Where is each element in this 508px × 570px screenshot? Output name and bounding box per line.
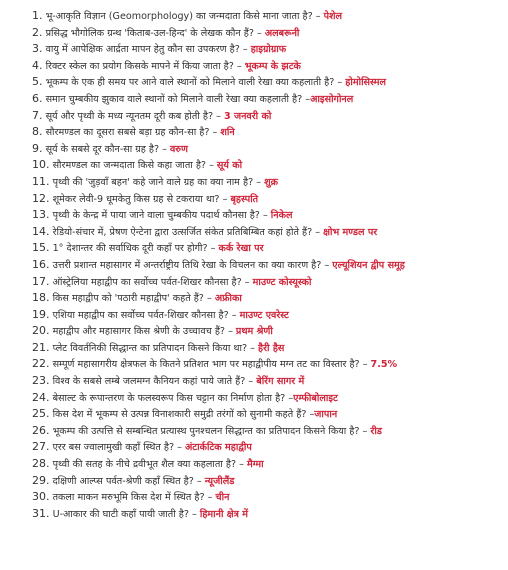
- question-number: 2.: [32, 25, 43, 39]
- question-text: वायु में आपेक्षिक आर्द्रता मापन हेतु कौन सा उपकरण है?: [45, 44, 240, 56]
- question-text: बेसाल्ट के रूपान्तरण के फलस्वरूप किस चट्टान का निर्माण होता है?: [52, 392, 286, 404]
- question-text: प्रसिद्ध भौगोलिक ग्रन्थ 'किताब-उल-हिन्द' के लेखक कौन हैं?: [45, 27, 254, 39]
- answer-text: आइसोगोनल: [310, 93, 354, 105]
- question-text: रेडियो-संचार में, प्रेषण ऐन्टेना द्वारा उत्सर्जित संकेत प्रतिबिम्बित कहां होते हैं?: [52, 226, 313, 238]
- question-number: 11.: [32, 174, 50, 188]
- question-item: [32, 240, 498, 257]
- answer-separator: –: [359, 359, 371, 371]
- answer-separator: –: [213, 110, 224, 122]
- question-item: [32, 191, 498, 208]
- question-text: महाद्वीप और महासागर किस श्रेणी के उच्चावच हैं?: [52, 326, 226, 338]
- question-number: 19.: [32, 307, 50, 321]
- question-number: 4.: [32, 58, 43, 72]
- question-item: [32, 323, 498, 340]
- question-item: [32, 356, 498, 373]
- answer-separator: –: [225, 326, 236, 338]
- answer-text: माउण्ट एवरेस्ट: [239, 309, 289, 321]
- question-text: पृथ्वी की सतह के नीचे द्रवीभूत शैल क्या कहलाता है?: [52, 459, 237, 471]
- answer-separator: –: [206, 160, 217, 172]
- answer-separator: –: [259, 210, 271, 222]
- question-item: [32, 207, 498, 224]
- answer-text: 7.5%: [370, 359, 398, 371]
- question-item: [32, 274, 498, 291]
- answer-text: न्यूजीलैंड: [204, 475, 235, 487]
- question-number: 7.: [32, 108, 43, 122]
- answer-separator: –: [321, 259, 333, 271]
- question-number: 24.: [32, 390, 50, 404]
- question-item: [32, 506, 498, 523]
- question-text: U-आकार की घाटी कहाँ पायी जाती है?: [52, 508, 189, 520]
- question-item: [32, 124, 498, 141]
- question-number: 13.: [32, 208, 50, 222]
- answer-text: शुक्र: [264, 176, 278, 188]
- answer-separator: –: [203, 293, 215, 305]
- question-number: 22.: [32, 357, 50, 371]
- answer-separator: –: [285, 392, 294, 404]
- question-number: 3.: [32, 42, 43, 56]
- answer-text: हाइग्रोग्राफ: [250, 44, 287, 56]
- answer-text: हैरी हैस: [258, 342, 285, 354]
- answer-text: बृहस्पति: [230, 193, 259, 205]
- question-text: ऑस्ट्रेलिया महाद्वीप का सर्वोच्च पर्वत-शिखर कौनसा है?: [52, 276, 242, 288]
- answer-separator: –: [209, 127, 221, 139]
- question-text: सम्पूर्ण महासागरीय क्षेत्रफल के कितने प्रतिशत भाग पर महाद्वीपीय मग्न तट का विस्तार है?: [52, 359, 360, 371]
- answer-separator: –: [253, 176, 265, 188]
- answer-text: एम्फीबोलाइट: [293, 392, 338, 404]
- question-number: 17.: [32, 274, 50, 288]
- question-number: 8.: [32, 125, 43, 139]
- question-number: 31.: [32, 506, 50, 520]
- question-number: 18.: [32, 291, 50, 305]
- question-text: दक्षिणी आल्प्स पर्वत-श्रेणी कहाँ स्थित है?: [52, 475, 194, 487]
- question-item: [32, 141, 498, 158]
- question-text: सूर्य के सबसे दूर कौन-सा ग्रह है?: [45, 143, 160, 155]
- question-number: 12.: [32, 191, 50, 205]
- question-item: [32, 340, 498, 357]
- question-item: [32, 473, 498, 490]
- answer-separator: –: [207, 243, 219, 255]
- answer-separator: –: [236, 459, 247, 471]
- question-item: [32, 58, 498, 75]
- answer-separator: –: [306, 409, 315, 421]
- answer-text: होमोसिस्मल: [345, 77, 387, 89]
- question-text: सूर्य और पृथ्वी के मध्य न्यूनतम दूरी कब होती है?: [45, 110, 214, 122]
- answer-text: चीन: [215, 492, 230, 504]
- question-text: सौरमण्डल का दूसरा सबसे बड़ा ग्रह कौन-सा है?: [45, 127, 210, 139]
- answer-separator: –: [239, 44, 251, 56]
- question-number: 9.: [32, 141, 43, 155]
- question-item: [32, 390, 498, 407]
- answer-text: 3 जनवरी को: [223, 110, 272, 122]
- question-number: 1.: [32, 9, 43, 22]
- question-number: 14.: [32, 224, 50, 238]
- question-number: 29.: [32, 473, 50, 487]
- question-text: भूकम्प की उत्पत्ति से सम्बन्धित प्रत्यास्थ पुनश्चलन सिद्धान्त का प्रतिपादन किसने किया है?: [52, 425, 360, 437]
- question-text: पृथ्वी की 'जुड़वाँ बहन' कहे जाने वाले ग्रह का क्या नाम है?: [52, 176, 254, 188]
- answer-separator: –: [233, 60, 245, 72]
- question-text: उत्तरी प्रशान्त महासागर में अन्तर्राष्ट्रीय तिथि रेखा के विचलन का क्या कारण है?: [52, 259, 322, 271]
- answer-separator: –: [159, 143, 170, 155]
- question-item: [32, 439, 498, 456]
- answer-text: क्षोभ मण्डल पर: [323, 226, 378, 238]
- answer-text: माउण्ट कोस्यूस्को: [252, 276, 312, 288]
- answer-text: शनि: [220, 127, 235, 139]
- question-number: 28.: [32, 457, 50, 471]
- question-item: [32, 108, 498, 125]
- answer-separator: –: [174, 442, 185, 454]
- answer-text: जापान: [314, 409, 338, 421]
- answer-text: निकेल: [270, 210, 293, 222]
- answer-text: अंटार्कटिक महाद्वीप: [184, 442, 252, 454]
- answer-separator: –: [302, 93, 311, 105]
- question-number: 15.: [32, 241, 50, 255]
- question-text: भूकम्प के एक ही समय पर आने वाले स्थानों को मिलाने वाली रेखा क्या कहलाती है?: [45, 77, 335, 89]
- question-text: एशिया महाद्वीप का सर्वोच्च पर्वत-शिखर कौनसा है?: [52, 309, 229, 321]
- question-item: [32, 423, 498, 440]
- question-number: 27.: [32, 440, 50, 454]
- question-text: तकला माकन मरुभूमि किस देश में स्थित है?: [52, 492, 205, 504]
- question-number: 26.: [32, 423, 50, 437]
- question-text: सौरमण्डल का जन्मदाता किसे कहा जाता है?: [52, 160, 207, 172]
- question-text: रिक्टर स्केल का प्रयोग किसके मापने में किया जाता है?: [45, 60, 234, 72]
- question-text: भू-आकृति विज्ञान (Geomorphology) का जन्मदाता किसे माना जाता है?: [45, 11, 313, 22]
- question-text: पृथ्वी के केन्द्र में पाया जाने वाला चुम्बकीय पदार्थ कौनसा है?: [52, 210, 260, 222]
- answer-text: प्रथम श्रेणी: [235, 326, 273, 338]
- answer-separator: –: [228, 309, 240, 321]
- answer-text: हिमानी क्षेत्र में: [199, 508, 249, 520]
- answer-text: बेरिंग सागर में: [256, 376, 305, 388]
- question-number: 5.: [32, 75, 43, 89]
- question-item: [32, 74, 498, 91]
- answer-separator: –: [312, 11, 324, 22]
- answer-separator: –: [188, 508, 200, 520]
- answer-text: कर्क रेखा पर: [218, 243, 264, 255]
- answer-separator: –: [241, 276, 253, 288]
- question-item: [32, 157, 498, 174]
- question-number: 23.: [32, 374, 50, 388]
- answer-text: अलबरूनी: [264, 27, 300, 39]
- answer-separator: –: [253, 27, 265, 39]
- question-text: 1° देशान्तर की सर्वाधिक दूरी कहाँ पर होगी?: [52, 243, 208, 255]
- answer-text: वरुण: [169, 143, 188, 155]
- question-item: [32, 25, 498, 42]
- question-number: 21.: [32, 340, 50, 354]
- question-item: [32, 8, 498, 25]
- answer-separator: –: [359, 425, 371, 437]
- answer-text: मैग्मा: [246, 459, 264, 471]
- question-item: [32, 41, 498, 58]
- question-item: [32, 489, 498, 506]
- question-item: [32, 307, 498, 324]
- question-item: [32, 91, 498, 108]
- question-text: विश्व के सबसे लम्बे जलमग्न कैनियन कहां पाये जाते हैं?: [52, 376, 246, 388]
- question-item: [32, 456, 498, 473]
- question-item: [32, 224, 498, 241]
- question-text: प्लेट विवर्तनिकी सिद्धान्त का प्रतिपादन किसने किया था?: [52, 342, 248, 354]
- answer-separator: –: [312, 226, 324, 238]
- question-number: 10.: [32, 158, 50, 172]
- question-number: 16.: [32, 257, 50, 271]
- question-text: किस महाद्वीप को 'पठारी महाद्वीप' कहते हैं?: [52, 293, 204, 305]
- answer-separator: –: [247, 342, 258, 354]
- question-text: समान चुम्बकीय झुकाव वाले स्थानों को मिलाने वाली रेखा क्या कहलाती है?: [45, 93, 303, 105]
- question-item: [32, 174, 498, 191]
- question-number: 20.: [32, 324, 50, 338]
- answer-text: अफ्रीका: [214, 293, 242, 305]
- question-number: 25.: [32, 407, 50, 421]
- answer-separator: –: [245, 376, 257, 388]
- question-text: एरर बस ज्वालामुखी कहाँ स्थित है?: [52, 442, 175, 454]
- answer-separator: –: [334, 77, 346, 89]
- question-number: 6.: [32, 91, 43, 105]
- question-number: 30.: [32, 490, 50, 504]
- answer-text: सूर्य को: [216, 160, 243, 172]
- answer-text: पेशेल: [323, 11, 343, 22]
- question-item: [32, 257, 498, 274]
- answer-text: रीड: [370, 425, 382, 437]
- question-item: [32, 406, 498, 423]
- answer-separator: –: [193, 475, 205, 487]
- question-text: किस देश में भूकम्प से उत्पन्न विनाशकारी समुद्री तरंगों को सुनामी कहते हैं?: [52, 409, 307, 421]
- answer-separator: –: [204, 492, 216, 504]
- question-text: शूमेकर लेवी-9 धूमकेतु किस ग्रह से टकराया था?: [52, 193, 220, 205]
- question-item: [32, 373, 498, 390]
- answer-separator: –: [219, 193, 231, 205]
- answer-text: एल्यूशियन द्वीप समूह: [332, 259, 405, 271]
- question-item: [32, 290, 498, 307]
- answer-text: भूकम्प के झटके: [244, 60, 301, 72]
